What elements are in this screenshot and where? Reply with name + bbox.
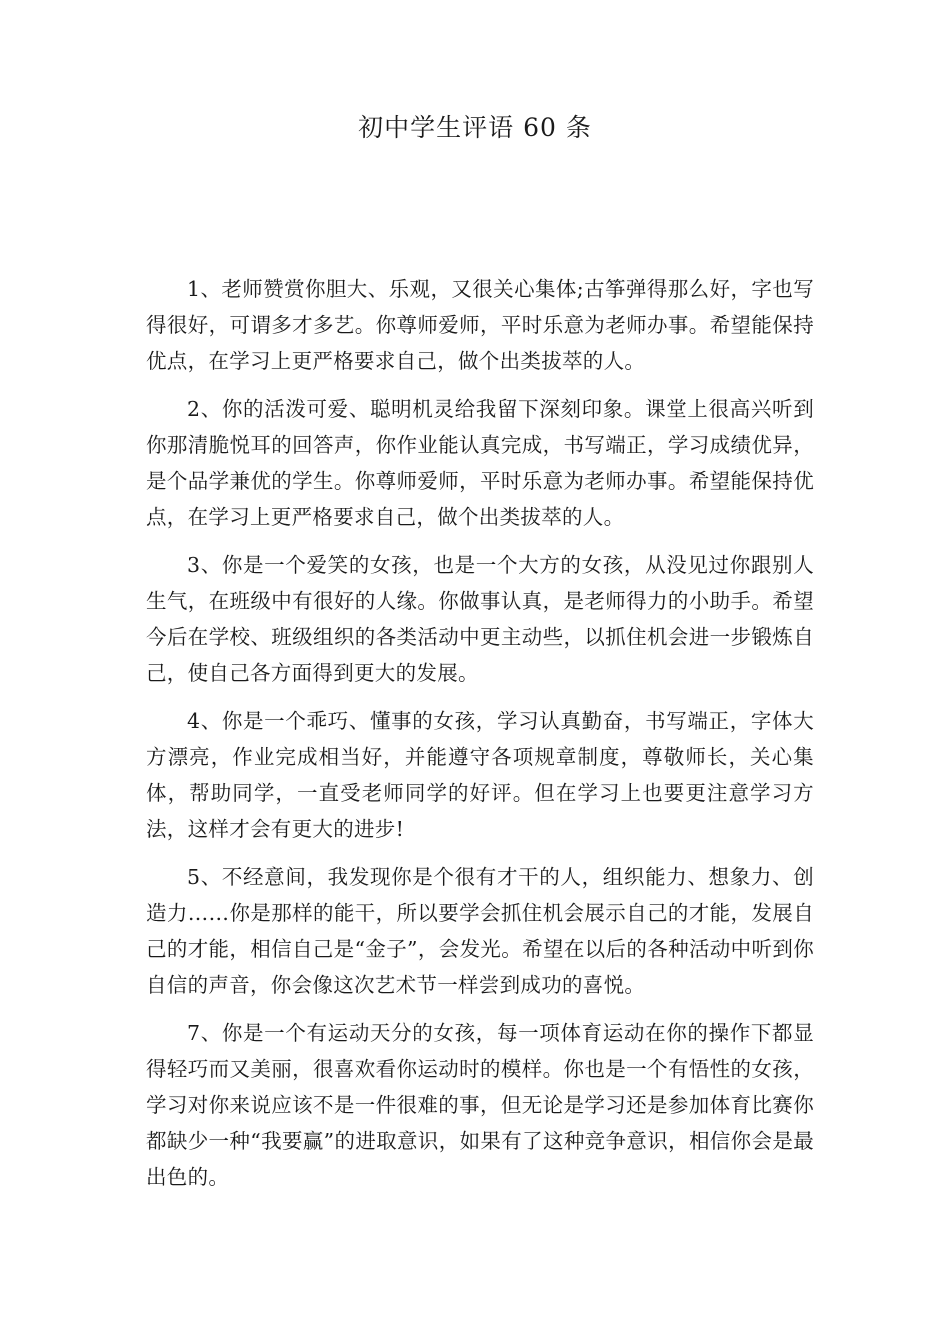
paragraph-7: 7、你是一个有运动天分的女孩，每一项体育运动在你的操作下都显得轻巧而又美丽，很喜欢看你运动时的模样。你也是一个有悟性的女孩，学习对你来说应该不是一件很难的事，但无论是学习还是参加体育比赛你都缺少一种“我要赢”的进取意识，如果有了这种竞争意识，相信你会是最出色的。 — [146, 1021, 814, 1189]
paragraph-4: 4、你是一个乖巧、懂事的女孩，学习认真勤奋，书写端正，字体大方漂亮，作业完成相当好，并能遵守各项规章制度，尊敬师长，关心集体，帮助同学，一直受老师同学的好评。但在学习上也要更注意学习方法，这样才会有更大的进步! — [146, 709, 814, 841]
document-title: 初中学生评语 60 条 — [358, 113, 592, 142]
paragraph-5: 5、不经意间，我发现你是个很有才干的人，组织能力、想象力、创造力……你是那样的能干，所以要学会抓住机会展示自己的才能，发展自己的才能，相信自己是“金子”，会发光。希望在以后的各种活动中听到你自信的声音，你会像这次艺术节一样尝到成功的喜悦。 — [146, 865, 814, 997]
document-body — [146, 271, 814, 1207]
paragraph-3: 3、你是一个爱笑的女孩，也是一个大方的女孩，从没见过你跟别人生气，在班级中有很好的人缘。你做事认真，是老师得力的小助手。希望今后在学校、班级组织的各类活动中更主动些，以抓住机会进一步锻炼自己，使自己各方面得到更大的发展。 — [146, 553, 814, 685]
paragraph-2: 2、你的活泼可爱、聪明机灵给我留下深刻印象。课堂上很高兴听到你那清脆悦耳的回答声，你作业能认真完成，书写端正，学习成绩优异，是个品学兼优的学生。你尊师爱师，平时乐意为老师办事。希望能保持优点，在学习上更严格要求自己，做个出类拔萃的人。 — [146, 397, 814, 529]
paragraph-1: 1、老师赞赏你胆大、乐观，又很关心集体;古筝弹得那么好，字也写得很好，可谓多才多艺。你尊师爱师，平时乐意为老师办事。希望能保持优点，在学习上更严格要求自己，做个出类拔萃的人。 — [146, 277, 814, 373]
